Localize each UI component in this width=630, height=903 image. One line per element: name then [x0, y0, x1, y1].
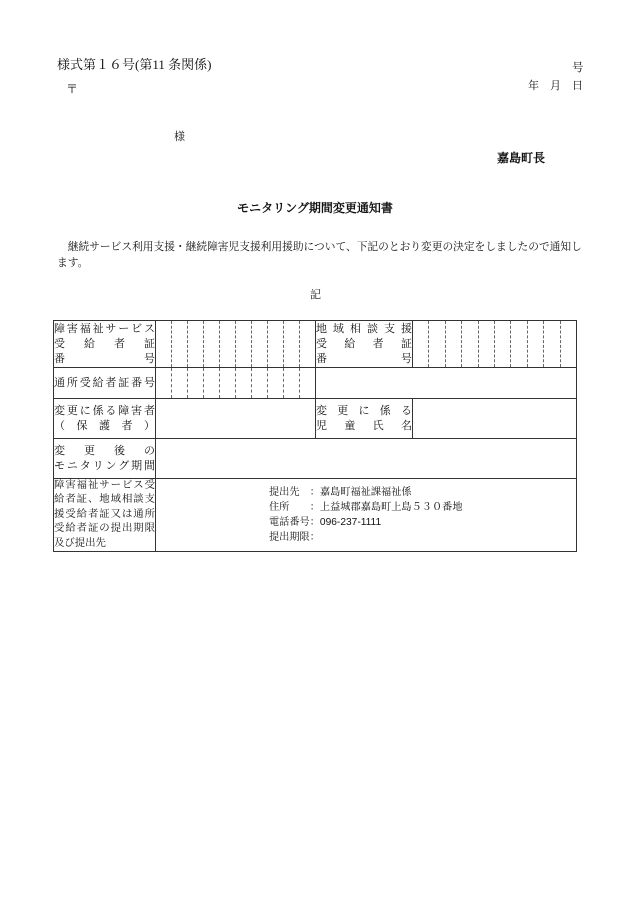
digit-box [171, 321, 187, 367]
digit-box [219, 321, 235, 367]
label-line: 障害福祉サービス [54, 322, 155, 335]
new-monitoring-period-value [156, 439, 577, 479]
submission-address: 住所 ：上益城郡嘉島町上島５３０番地 [269, 502, 463, 514]
digit-box [527, 321, 543, 367]
label-line: 受 給 者 証 [54, 337, 155, 350]
label-line: 変 更 後 の [54, 444, 155, 457]
digit-box [283, 368, 299, 398]
day-service-cert-number-field [156, 368, 316, 399]
label-line: 受 給 者 証 [316, 337, 412, 350]
notice-form-table [53, 320, 577, 552]
label-line: 番 号 [316, 352, 412, 365]
label-line: モニタリング期間 [54, 459, 155, 472]
label-line: 地域相談支援 [316, 322, 412, 335]
empty-cell [316, 368, 577, 399]
digit-boxes [156, 368, 315, 398]
label-line: 及び提出先 [54, 537, 106, 549]
digit-box [171, 368, 187, 398]
row-new-period [54, 439, 577, 479]
day-service-cert-label [54, 368, 156, 399]
form-number: 様式第１６号(第11 条関係) [57, 57, 212, 72]
digit-box [478, 321, 494, 367]
row-affected-persons [54, 399, 577, 439]
digit-box [251, 321, 267, 367]
ki-marker: 記 [310, 289, 321, 301]
label-line: 受給者証の提出期限 [54, 523, 155, 535]
digit-box [299, 368, 315, 398]
digit-box [156, 368, 171, 398]
label-line: 変更に係る障害者 [54, 404, 155, 417]
affected-child-label [316, 399, 413, 439]
label-line: （ 保 護 者 ） [54, 419, 155, 432]
welfare-service-cert-label [54, 321, 156, 368]
digit-box [156, 321, 171, 367]
label-line: 障害福祉サービス受 [54, 480, 155, 491]
digit-box [203, 321, 219, 367]
digit-box [283, 321, 299, 367]
row-day-service-cert [54, 368, 577, 399]
new-monitoring-period-label [54, 439, 156, 479]
digit-box [494, 321, 510, 367]
digit-box [267, 368, 283, 398]
body-paragraph: 継続サービス利用支援・継続障害児支援利用援助について、下記のとおり変更の決定をしましたので通知します。 [57, 241, 582, 269]
welfare-service-cert-number-field [156, 321, 316, 368]
digit-boxes [413, 321, 576, 367]
digit-box [445, 321, 461, 367]
document-title: モニタリング期間変更通知書 [237, 201, 393, 215]
addressee-honorific: 様 [174, 131, 185, 143]
digit-box [461, 321, 477, 367]
digit-box [510, 321, 526, 367]
postal-mark: 〒 [66, 82, 79, 96]
digit-box [203, 368, 219, 398]
community-support-cert-label [316, 321, 413, 368]
label-line: 給者証、地域相談支 [54, 494, 155, 506]
sender-name: 嘉島町長 [497, 151, 546, 165]
label-line: 変 更 に 係 る [316, 404, 412, 417]
label-line: 番 号 [54, 352, 155, 365]
digit-box [235, 321, 251, 367]
digit-box [187, 368, 203, 398]
submission-details [269, 485, 576, 545]
digit-box [235, 368, 251, 398]
issue-date: 年 月 日 [528, 80, 583, 92]
submission-destination: 提出先 ：嘉島町福祉課福祉係 [269, 487, 412, 499]
digit-box [187, 321, 203, 367]
digit-box [267, 321, 283, 367]
community-support-cert-number-field [413, 321, 577, 368]
digit-box [543, 321, 559, 367]
digit-box [560, 321, 576, 367]
digit-box [428, 321, 444, 367]
submission-deadline: 提出期限： [269, 532, 320, 544]
document-number-suffix: 号 [572, 62, 584, 74]
digit-boxes [156, 321, 315, 367]
affected-person-value [156, 399, 316, 439]
label-line: 通所受給者証番号 [54, 376, 155, 389]
label-line: 児 童 氏 名 [316, 419, 412, 432]
submission-label [54, 479, 156, 552]
digit-box [413, 321, 428, 367]
affected-person-label [54, 399, 156, 439]
label-line: 援受給者証又は通所 [54, 508, 155, 520]
digit-box [219, 368, 235, 398]
submission-phone: 電話番号：096-237-1111 [269, 517, 382, 529]
row-submission [54, 479, 577, 552]
affected-child-value [413, 399, 577, 439]
digit-box [251, 368, 267, 398]
digit-box [299, 321, 315, 367]
submission-details-cell [156, 479, 577, 552]
row-certificate-numbers [54, 321, 577, 368]
